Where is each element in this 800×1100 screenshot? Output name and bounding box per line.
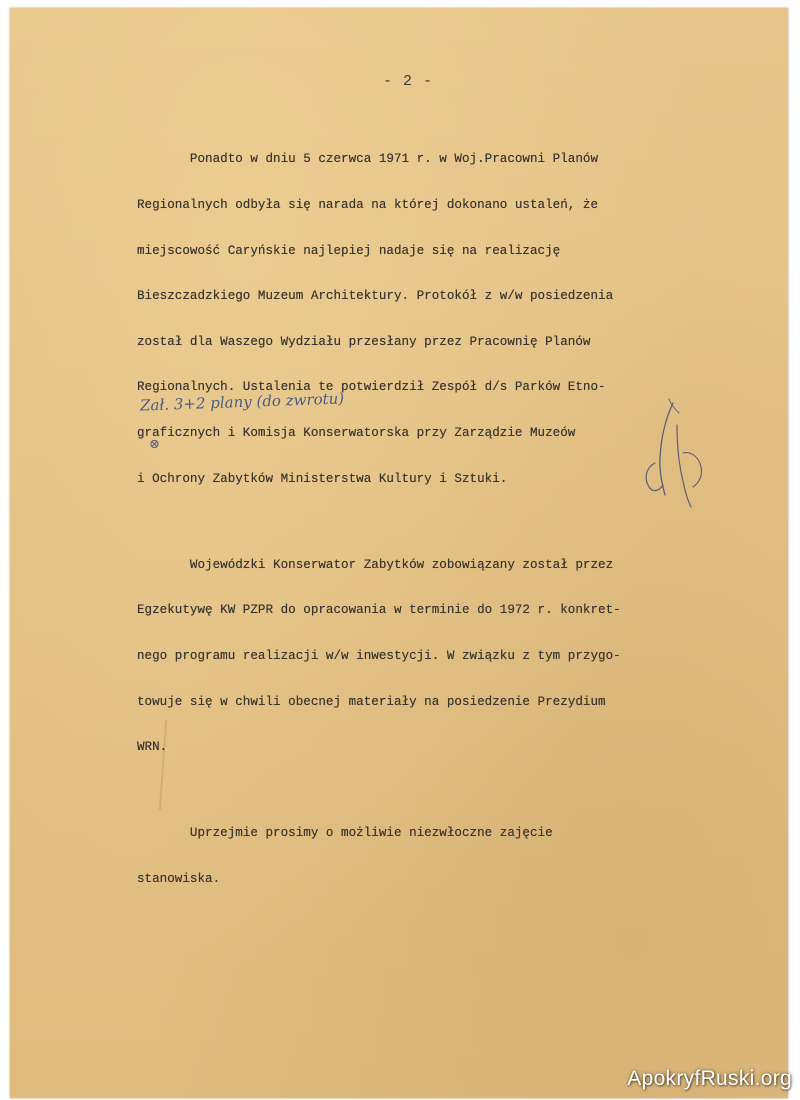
signature-scribble xyxy=(625,395,715,515)
handwritten-mark: ⊗ xyxy=(149,437,160,452)
text-line: WRN. xyxy=(137,740,168,755)
text-line: Wojewódzki Konserwator Zabytków zobowiązany został przez xyxy=(137,557,614,572)
text-line: miejscowość Caryńskie najlepiej nadaje się na realizację xyxy=(137,243,561,258)
text-line: graficznych i Komisja Konserwatorska przy Zarządzie Muzeów xyxy=(137,426,576,441)
letter-body xyxy=(137,122,777,927)
text-line: Egzekutywę KW PZPR do opracowania w terminie do 1972 r. konkret- xyxy=(137,603,621,618)
text-line: Bieszczadzkiego Muzeum Architektury. Protokół z w/w posiedzenia xyxy=(137,289,614,304)
text-line: Regionalnych odbyła się narada na której dokonano ustaleń, że xyxy=(137,198,599,213)
page-number: - 2 - xyxy=(383,73,434,90)
paragraph-request xyxy=(137,796,777,918)
text-line: towuje się w chwili obecnej materiały na posiedzenie Prezydium xyxy=(137,694,606,709)
text-line: stanowiska. xyxy=(137,871,221,886)
text-line: Uprzejmie prosimy o możliwie niezwłoczne zajęcie xyxy=(137,826,553,841)
site-watermark: ApokryfRuski.org xyxy=(627,1067,792,1090)
text-line: Regionalnych. Ustalenia te potwierdził Zespół d/s Parków Etno- xyxy=(137,380,606,395)
text-line: i Ochrony Zabytków Ministerstwa Kultury i Sztuki. xyxy=(137,471,508,486)
text-line: został dla Waszego Wydziału przesłany przez Pracownię Planów xyxy=(137,334,591,349)
paragraph-conservator xyxy=(137,527,777,785)
text-line: nego programu realizacji w/w inwestycji. W związku z tym przygo- xyxy=(137,648,621,663)
text-line: Ponadto w dniu 5 czerwca 1971 r. w Woj.Pracowni Planów xyxy=(137,152,599,167)
handwritten-attachment-note: Zał. 3+2 plany (do zwrotu) xyxy=(139,389,345,415)
